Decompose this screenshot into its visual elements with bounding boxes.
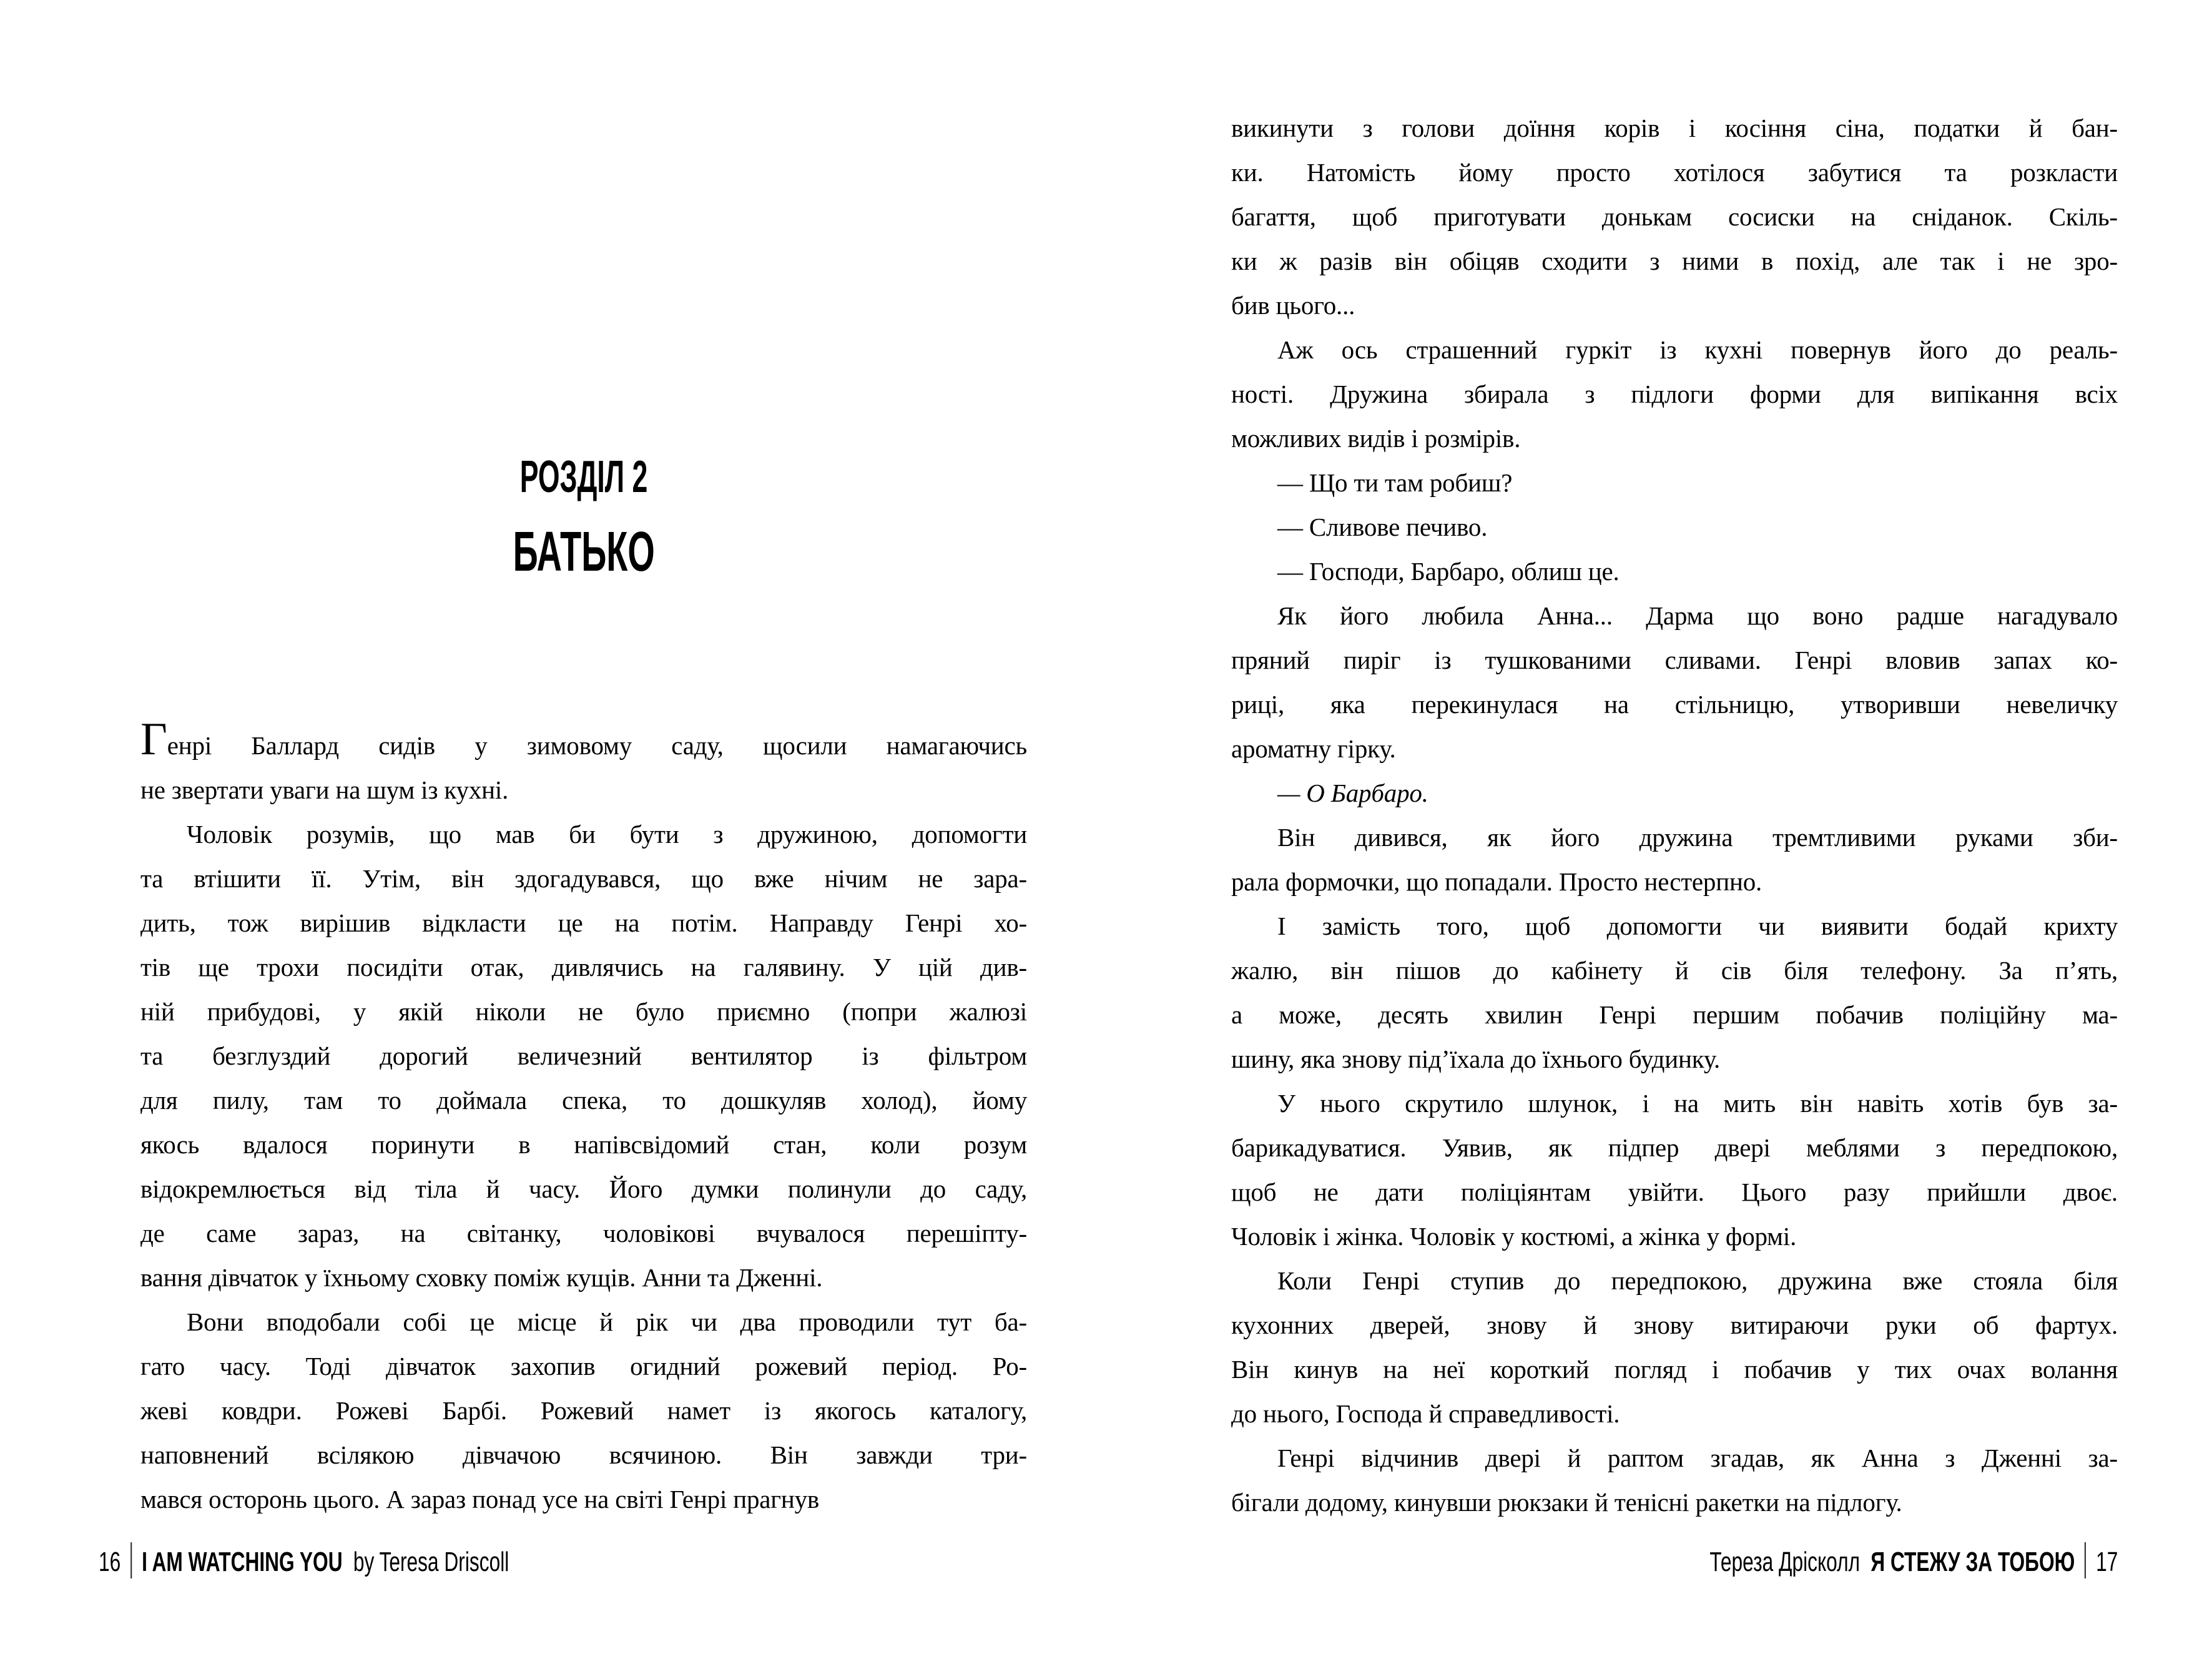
text-line: Генрі відчинив двері й раптом згадав, як Анна з Дженні за- [1277, 1444, 2118, 1472]
dialogue-paragraph [1231, 461, 2118, 505]
text-line: — О Барбаро. [1277, 779, 1428, 807]
text-line: наповнений всілякою дівчачою всячиною. Він завжди три- [140, 1440, 1027, 1469]
body-paragraph [1231, 815, 2118, 904]
dialogue-paragraph [1231, 549, 2118, 594]
page-number-right: 17 [2095, 1547, 2118, 1577]
text-line: багаття, щоб приготувати донькам сосиски на сніданок. Скіль- [1231, 202, 2118, 231]
text-line: І замість того, щоб допомогти чи виявити бодай крихту [1277, 912, 2118, 940]
chapter-title-row [140, 523, 1027, 581]
text-line: жалю, він пішов до кабінету й сів біля телефону. За п’ять, [1231, 956, 2118, 985]
text-line: — Сливове печиво. [1277, 513, 1488, 541]
text-line: мався осторонь цього. А зараз понад усе на світі Генрі прагнув [140, 1485, 820, 1514]
text-line: можливих видів і розмірів. [1231, 424, 1521, 453]
running-footer-right [1551, 1542, 2118, 1578]
body-paragraph [140, 1300, 1027, 1522]
text-line: де саме зараз, на світанку, чоловікові вчувалося перешіпту- [140, 1219, 1027, 1248]
text-line: ній прибудові, у якій ніколи не було приємно (попри жалюзі [140, 997, 1027, 1026]
text-line: та втішити її. Утім, він здогадувався, що вже нічим не зара- [140, 864, 1027, 893]
text-line: та безглуздий дорогий величезний вентилятор із фільтром [140, 1041, 1027, 1070]
text-line: а може, десять хвилин Генрі першим побачив поліційну ма- [1231, 1000, 2118, 1029]
body-paragraph [140, 812, 1027, 1300]
translated-book-title: Я СТЕЖУ ЗА ТОБОЮ [1870, 1547, 2075, 1577]
text-line: ки ж разів він обіцяв сходити з ними в похід, але так і не зро- [1231, 247, 2118, 275]
text-line: не звертати уваги на шум із кухні. [140, 775, 509, 804]
body-paragraph [1231, 1081, 2118, 1259]
body-paragraph [1231, 904, 2118, 1081]
text-line: для пилу, там то доймала спека, то дошкуляв холод), йому [140, 1086, 1027, 1115]
text-line: Чоловік розумів, що мав би бути з дружиною, допомогти [187, 820, 1027, 849]
text-line: Аж ось страшенний гуркіт із кухні повернув його до реаль- [1277, 335, 2118, 364]
text-line: щоб не дати поліціянтам увійти. Цього разу прийшли двоє. [1231, 1178, 2118, 1206]
page-right-body [1231, 106, 2118, 1525]
text-line: Він кинув на неї короткий погляд і побачив у тих очах волання [1231, 1355, 2118, 1384]
text-line: ки. Натомість йому просто хотілося забутися та розкласти [1231, 158, 2118, 187]
body-paragraph [1231, 106, 2118, 328]
page-right [1106, 0, 2212, 1659]
text-line: Вони вподобали собі це місце й рік чи два проводили тут ба- [187, 1307, 1027, 1336]
footer-divider [2085, 1542, 2086, 1578]
text-line: Генрі Баллард сидів у зимовому саду, щосили намагаючись [140, 714, 1027, 765]
dialogue-paragraph [1231, 505, 2118, 549]
text-line: Він дивився, як його дружина тремтливими руками зби- [1277, 823, 2118, 852]
body-paragraph [1231, 1436, 2118, 1525]
text-line: У нього скрутило шлунок, і на мить він навіть хотів був за- [1277, 1089, 2118, 1118]
text-line: Коли Генрі ступив до передпокою, дружина вже стояла біля [1277, 1266, 2118, 1295]
text-line: гато часу. Тоді дівчаток захопив огидний рожевий період. Ро- [140, 1352, 1027, 1381]
text-line: вання дівчаток у їхньому сховку поміж кущів. Анни та Дженні. [140, 1263, 823, 1292]
original-book-title: I AM WATCHING YOU [142, 1547, 343, 1577]
text-line: пряний пиріг із тушкованими сливами. Генрі вловив запах ко- [1231, 646, 2118, 674]
chapter-number-row [140, 454, 1027, 501]
running-footer-left-content [99, 1542, 509, 1578]
chapter-title: БАТЬКО [513, 521, 655, 583]
page-number-left: 16 [99, 1547, 121, 1577]
text-line: відокремлюється від тіла й часу. Його думки полинули до саду, [140, 1174, 1027, 1203]
text-line: бив цього... [1231, 291, 1355, 320]
text-line: Як його любила Анна... Дарма що воно радше нагадувало [1277, 601, 2118, 630]
text-line: — Що ти там робиш? [1277, 468, 1513, 497]
text-line: якось вдалося поринути в напівсвідомий стан, коли розум [140, 1130, 1027, 1159]
body-paragraph [140, 714, 1027, 812]
text-line: ароматну гірку. [1231, 734, 1396, 763]
dialogue-paragraph [1231, 771, 2118, 815]
text-line: до нього, Господа й справедливості. [1231, 1399, 1620, 1428]
footer-divider [130, 1542, 132, 1578]
body-paragraph [1231, 328, 2118, 461]
initial-capital: Г [140, 714, 167, 765]
body-paragraph [1231, 594, 2118, 771]
text-line: кухонних дверей, знову й знову витираючи руки об фартух. [1231, 1311, 2118, 1339]
original-book-byline: by Teresa Driscoll [353, 1547, 509, 1577]
page-left-body [140, 714, 1027, 1522]
author-name: Тереза Дрісколл [1709, 1547, 1860, 1577]
running-footer-left [99, 1542, 669, 1578]
running-footer-right-content [1709, 1542, 2118, 1578]
text-line: бігали додому, кинувши рюкзаки й тенісні ракетки на підлогу. [1231, 1488, 1902, 1517]
text-line: викинути з голови доїння корів і косіння сіна, податки й бан- [1231, 114, 2118, 142]
text-line: дить, тож вирішив відкласти це на потім. Направду Генрі хо- [140, 908, 1027, 937]
text-line: — Господи, Барбаро, облиш це. [1277, 557, 1620, 586]
text-line: Чоловік і жінка. Чоловік у костюмі, а жінка у формі. [1231, 1222, 1797, 1251]
text-line: тів ще трохи посидіти отак, дивлячись на галявину. У цій див- [140, 953, 1027, 982]
text-line: шину, яка знову під’їхала до їхнього будинку. [1231, 1045, 1721, 1073]
text-line: жеві ковдри. Рожеві Барбі. Рожевий намет із якогось каталогу, [140, 1396, 1027, 1425]
text-line: рала формочки, що попадали. Просто нестерпно. [1231, 867, 1762, 896]
body-paragraph [1231, 1259, 2118, 1436]
text-line: барикадуватися. Уявив, як підпер двері меблями з передпокою, [1231, 1133, 2118, 1162]
text-line: риці, яка перекинулася на стільницю, утворивши невеличку [1231, 690, 2118, 719]
chapter-number: РОЗДІЛ 2 [519, 452, 648, 502]
text-line: ності. Дружина збирала з підлоги форми для випікання всіх [1231, 380, 2118, 408]
